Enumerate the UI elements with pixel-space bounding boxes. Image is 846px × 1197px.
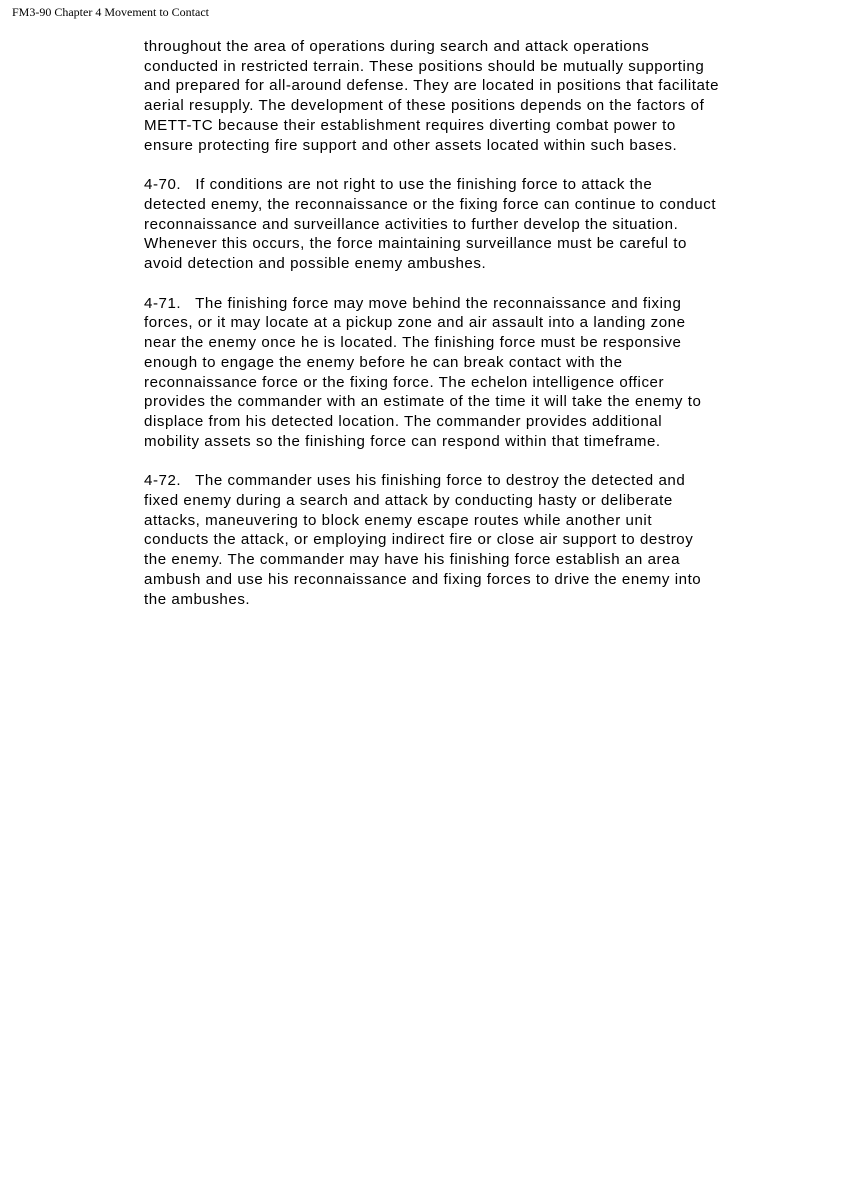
text-line: 4-72. The commander uses his finishing force to destroy the detected and: [144, 472, 686, 490]
text-line: attacks, maneuvering to block enemy escape routes while another unit: [144, 511, 653, 529]
text-line: fixed enemy during a search and attack by conducting hasty or deliberate: [144, 492, 673, 510]
paragraph-4-72: [144, 471, 814, 609]
text-line: throughout the area of operations during search and attack operations: [144, 38, 650, 55]
text-line: METT-TC because their establishment requires diverting combat power to: [144, 116, 676, 134]
text-line: the ambushes.: [144, 590, 251, 608]
text-line: Whenever this occurs, the force maintaining surveillance must be careful to: [144, 235, 687, 253]
text-line: 4-70. If conditions are not right to use the finishing force to attack the: [144, 176, 653, 194]
text-line: aerial resupply. The development of these positions depends on the factors of: [144, 97, 705, 115]
text-line: near the enemy once he is located. The finishing force must be responsive: [144, 334, 682, 352]
text-line: enough to engage the enemy before he can break contact with the: [144, 353, 623, 371]
text-line: displace from his detected location. The commander provides additional: [144, 412, 663, 430]
text-line: the enemy. The commander may have his finishing force establish an area: [144, 551, 681, 569]
text-line: reconnaissance and surveillance activities to further develop the situation.: [144, 215, 679, 233]
text-line: mobility assets so the finishing force can respond within that timeframe.: [144, 432, 661, 450]
text-line: provides the commander with an estimate of the time it will take the enemy to: [144, 393, 702, 411]
paragraph-continuation: [144, 37, 814, 155]
document-body: [144, 37, 814, 629]
paragraph-4-71: [144, 294, 814, 452]
text-line: ensure protecting fire support and other assets located within such bases.: [144, 136, 678, 154]
text-line: avoid detection and possible enemy ambushes.: [144, 255, 487, 273]
text-line: conducts the attack, or employing indirect fire or close air support to destroy: [144, 531, 694, 549]
text-line: 4-71. The finishing force may move behind the reconnaissance and fixing: [144, 294, 682, 312]
text-line: reconnaissance force or the fixing force. The echelon intelligence officer: [144, 373, 665, 391]
text-line: detected enemy, the reconnaissance or the fixing force can continue to conduct: [144, 195, 717, 213]
text-line: and prepared for all-around defense. They are located in positions that facilitate: [144, 77, 720, 95]
page-header-title: FM3-90 Chapter 4 Movement to Contact: [12, 5, 209, 19]
text-line: conducted in restricted terrain. These positions should be mutually supporting: [144, 57, 705, 75]
text-line: forces, or it may locate at a pickup zone and air assault into a landing zone: [144, 314, 686, 332]
paragraph-4-70: [144, 175, 814, 274]
text-line: ambush and use his reconnaissance and fixing forces to drive the enemy into: [144, 570, 702, 588]
